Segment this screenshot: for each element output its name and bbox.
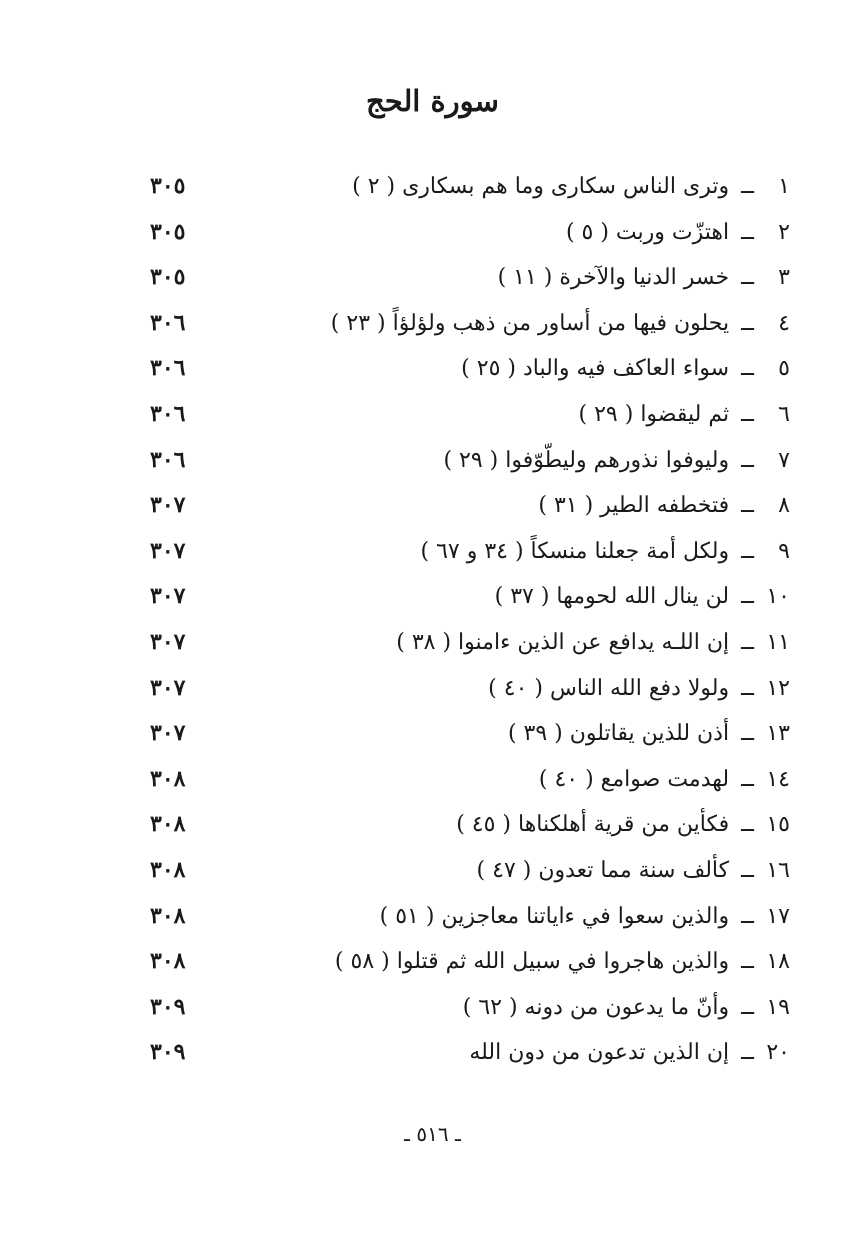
index-entry xyxy=(150,164,790,210)
entry-verse-text: ثم ليقضوا ( ٢٩ ) xyxy=(578,401,730,427)
entry-number: ١٧ xyxy=(766,903,790,929)
index-list xyxy=(150,164,790,1076)
index-entry xyxy=(150,985,790,1031)
entry-page-number: ٣٠٦ xyxy=(150,309,186,336)
entry-verse-text: أذن للذين يقاتلون ( ٣٩ ) xyxy=(507,721,730,747)
entry-dash: ــ xyxy=(741,310,754,336)
entry-verse-text: سواء العاكف فيه والباد ( ٢٥ ) xyxy=(461,356,730,382)
entry-text-line xyxy=(210,802,790,848)
entry-dash: ــ xyxy=(741,994,754,1020)
index-entry xyxy=(150,438,790,484)
index-entry xyxy=(150,392,790,438)
entry-page-number: ٣٠٧ xyxy=(150,492,186,519)
entry-page-number: ٣٠٨ xyxy=(150,902,186,929)
entry-dash: ــ xyxy=(741,538,754,564)
entry-dash: ــ xyxy=(741,949,754,975)
index-entry xyxy=(150,255,790,301)
entry-dash: ــ xyxy=(741,447,754,473)
entry-text-line xyxy=(210,1030,790,1076)
entry-number: ١٦ xyxy=(766,857,790,883)
index-entry xyxy=(150,574,790,620)
entry-page-number: ٣٠٧ xyxy=(150,583,186,610)
entry-number: ٤ xyxy=(778,310,790,336)
entry-page-number: ٣٠٩ xyxy=(150,993,186,1020)
entry-text-line xyxy=(210,848,790,894)
index-entry xyxy=(150,894,790,940)
index-entry xyxy=(150,848,790,894)
entry-page-number: ٣٠٥ xyxy=(150,218,186,245)
entry-number: ١١ xyxy=(766,629,790,655)
entry-number: ١٣ xyxy=(766,721,790,747)
entry-page-number: ٣٠٨ xyxy=(150,811,186,838)
index-entry xyxy=(150,483,790,529)
entry-text-line xyxy=(210,894,790,940)
entry-number: ١ xyxy=(778,174,790,199)
entry-dash: ــ xyxy=(741,721,754,747)
entry-verse-text: فتخطفه الطير ( ٣١ ) xyxy=(538,493,730,519)
index-entry xyxy=(150,210,790,256)
entry-text-line xyxy=(210,711,790,757)
index-entry xyxy=(150,301,790,347)
entry-dash: ــ xyxy=(741,356,754,382)
index-entry xyxy=(150,711,790,757)
entry-dash: ــ xyxy=(741,812,754,838)
entry-verse-text: اهتزّت وربت ( ٥ ) xyxy=(565,219,730,245)
entry-text-line xyxy=(210,939,790,985)
entry-number: ١٥ xyxy=(766,812,790,838)
entry-page-number: ٣٠٦ xyxy=(150,355,186,382)
index-entry xyxy=(150,939,790,985)
entry-verse-text: لن ينال الله لحومها ( ٣٧ ) xyxy=(494,584,730,610)
entry-text-line xyxy=(210,529,790,575)
entry-number: ٩ xyxy=(778,538,790,564)
entry-number: ٧ xyxy=(778,447,790,473)
entry-text-line xyxy=(210,574,790,620)
entry-number: ١٢ xyxy=(766,675,790,701)
entry-page-number: ٣٠٩ xyxy=(150,1039,186,1066)
entry-verse-text: ولولا دفع الله الناس ( ٤٠ ) xyxy=(488,675,730,701)
entry-text-line xyxy=(210,392,790,438)
entry-page-number: ٣٠٦ xyxy=(150,400,186,427)
entry-number: ٥ xyxy=(778,356,790,382)
entry-dash: ــ xyxy=(741,1040,754,1066)
entry-dash: ــ xyxy=(741,265,754,291)
entry-verse-text: يحلون فيها من أساور من ذهب ولؤلؤاً ( ٢٣ ) xyxy=(330,310,730,336)
entry-dash: ــ xyxy=(741,675,754,701)
entry-page-number: ٣٠٦ xyxy=(150,446,186,473)
entry-verse-text: كألف سنة مما تعدون ( ٤٧ ) xyxy=(476,857,730,883)
entry-number: ٢ xyxy=(778,219,790,245)
entry-page-number: ٣٠٨ xyxy=(150,948,186,975)
entry-text-line xyxy=(210,255,790,301)
entry-text-line xyxy=(210,985,790,1031)
index-entry xyxy=(150,1030,790,1076)
entry-text-line xyxy=(210,757,790,803)
entry-page-number: ٣٠٧ xyxy=(150,674,186,701)
entry-dash: ــ xyxy=(741,584,754,610)
entry-verse-text: إن اللـه يدافع عن الذين ءامنوا ( ٣٨ ) xyxy=(396,629,730,655)
entry-number: ٦ xyxy=(778,401,790,427)
page-number: ـ ٥١٦ ـ xyxy=(404,1122,461,1146)
entry-verse-text: والذين سعوا في ءاياتنا معاجزين ( ٥١ ) xyxy=(379,903,730,929)
entry-number: ٢٠ xyxy=(766,1040,790,1066)
entry-dash: ــ xyxy=(741,174,754,199)
index-entry xyxy=(150,666,790,712)
entry-verse-text: وترى الناس سكارى وما هم بسكارى ( ٢ ) xyxy=(352,174,730,199)
entry-page-number: ٣٠٧ xyxy=(150,628,186,655)
page-title: سورة الحج xyxy=(366,84,499,118)
index-entry xyxy=(150,346,790,392)
entry-dash: ــ xyxy=(741,857,754,883)
entry-verse-text: خسر الدنيا والآخرة ( ١١ ) xyxy=(497,265,730,291)
entry-text-line xyxy=(210,164,790,210)
entry-page-number: ٣٠٥ xyxy=(150,173,186,199)
entry-verse-text: وليوفوا نذورهم وليطّوّفوا ( ٢٩ ) xyxy=(443,447,730,473)
entry-text-line xyxy=(210,483,790,529)
entry-number: ٣ xyxy=(778,265,790,291)
entry-verse-text: إن الذين تدعون من دون الله xyxy=(469,1040,730,1066)
entry-number: ١٨ xyxy=(766,949,790,975)
entry-dash: ــ xyxy=(741,629,754,655)
index-entry xyxy=(150,802,790,848)
entry-number: ١٤ xyxy=(766,766,790,792)
entry-dash: ــ xyxy=(741,401,754,427)
entry-number: ٨ xyxy=(778,493,790,519)
entry-text-line xyxy=(210,210,790,256)
entry-dash: ــ xyxy=(741,766,754,792)
entry-page-number: ٣٠٧ xyxy=(150,537,186,564)
entry-number: ١٩ xyxy=(766,994,790,1020)
entry-text-line xyxy=(210,666,790,712)
entry-text-line xyxy=(210,346,790,392)
entry-page-number: ٣٠٨ xyxy=(150,856,186,883)
index-entry xyxy=(150,620,790,666)
entry-text-line xyxy=(210,301,790,347)
entry-verse-text: وأنّ ما يدعون من دونه ( ٦٢ ) xyxy=(462,994,730,1020)
entry-page-number: ٣٠٥ xyxy=(150,264,186,291)
index-entry xyxy=(150,529,790,575)
entry-verse-text: لهدمت صوامع ( ٤٠ ) xyxy=(538,766,730,792)
entry-dash: ــ xyxy=(741,903,754,929)
index-entry xyxy=(150,757,790,803)
entry-verse-text: والذين هاجروا في سبيل الله ثم قتلوا ( ٥٨ ) xyxy=(334,949,730,975)
entry-dash: ــ xyxy=(741,493,754,519)
entry-page-number: ٣٠٧ xyxy=(150,720,186,747)
entry-verse-text: ولكل أمة جعلنا منسكاً ( ٣٤ و ٦٧ ) xyxy=(420,538,730,564)
entry-text-line xyxy=(210,620,790,666)
entry-number: ١٠ xyxy=(766,584,790,610)
entry-verse-text: فكأين من قرية أهلكناها ( ٤٥ ) xyxy=(456,812,730,838)
entry-page-number: ٣٠٨ xyxy=(150,765,186,792)
entry-text-line xyxy=(210,438,790,484)
entry-dash: ــ xyxy=(741,219,754,245)
